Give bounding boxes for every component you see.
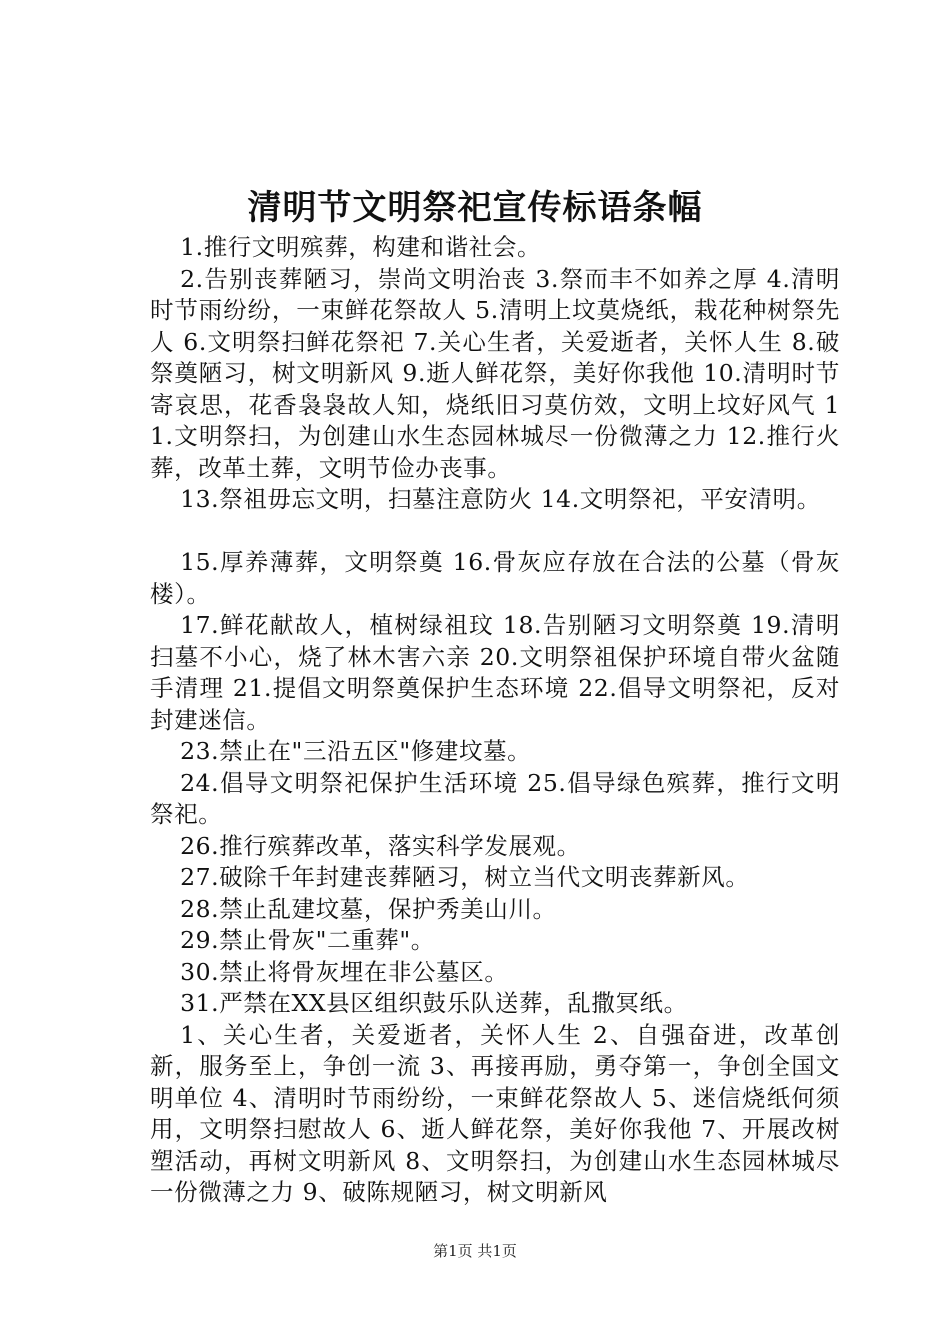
paragraph: 27.破除千年封建丧葬陋习，树立当代文明丧葬新风。 [180,863,750,891]
paragraph: 1、关心生者，关爱逝者，关怀人生 2、自强奋进，改革创新，服务至上，争创一流 3、再接再励，勇夺第一，争创全国文明单位 4、清明时节雨纷纷，一束鲜花祭故人 5、迷信烧纸何须用，文明祭扫慰故人 6、逝人鲜花祭，美好你我他 7、开展改树塑活动，再树文明新风 8、文明祭扫，为创建山水生态园林城尽一份微薄之力 9、破陈规陋习，树文明新风 [150,1020,840,1206]
paragraph: 26.推行殡葬改革，落实科学发展观。 [180,831,581,860]
paragraph: 29.禁止骨灰"二重葬"。 [180,926,435,954]
document-title: 清明节文明祭祀宣传标语条幅 [247,188,703,228]
paragraph: 30.禁止将骨灰埋在非公墓区。 [180,957,509,986]
paragraph: 2.告别丧葬陋习，崇尚文明治丧 3.祭而丰不如养之厚 4.清明时节雨纷纷，一束鲜花祭故人 5.清明上坟莫烧纸，栽花种树祭先人 6.文明祭扫鲜花祭祀 7.关心生者，关爱逝者，关怀人生 8.破祭奠陋习，树文明新风 9.逝人鲜花祭，美好你我他 10.清明时节寄哀思，花香袅袅故人知，烧纸旧习莫仿效，文明上坟好风气 11.文明祭扫，为创建山水生态园林城尽一份微薄之力 12.推行火葬，改革土葬，文明节俭办丧事。 [150,264,840,482]
paragraph: 31.严禁在XX县区组织鼓乐队送葬，乱撒冥纸。 [180,989,688,1017]
paragraph: 13.祭祖毋忘文明，扫墓注意防火 14.文明祭祀，平安清明。 [180,485,821,513]
paragraph: 23.禁止在"三沿五区"修建坟墓。 [180,737,532,765]
paragraph: 17.鲜花献故人，植树绿祖玟 18.告别陋习文明祭奠 19.清明扫墓不小心，烧了林木害六亲 20.文明祭祖保护环境自带火盆随手清理 21.提倡文明祭奠保护生态环境 22.倡导文明祭祀，反对封建迷信。 [150,611,840,734]
document-body [150,232,840,1209]
paragraph: 1.推行文明殡葬，构建和谐社会。 [180,233,542,261]
paragraph: 15.厚养薄葬，文明祭奠 16.骨灰应存放在合法的公墓（骨灰楼）。 [150,548,840,608]
paragraph: 24.倡导文明祭祀保护生活环境 25.倡导绿色殡葬，推行文明祭祀。 [150,768,840,828]
page-footer: 第1页 共1页 [433,1242,517,1260]
paragraph: 28.禁止乱建坟墓，保护秀美山川。 [180,894,557,923]
